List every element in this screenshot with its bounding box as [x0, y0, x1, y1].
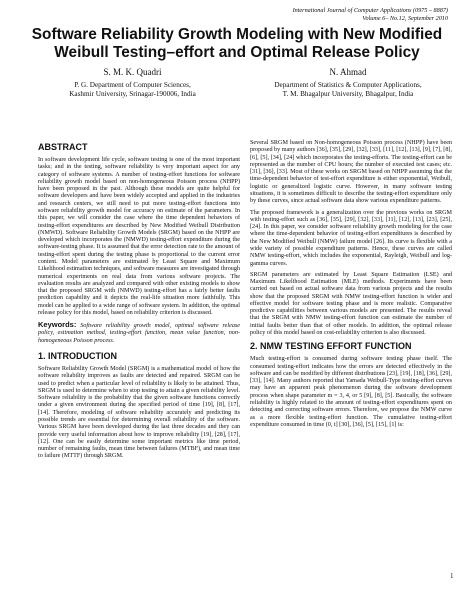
introduction-text: Software Reliability Growth Model (SRGM) is a mathematical model of how the software reliability improves as faults are detected and repaired. SRGM can be used to predict when a particular level of reliability is likely to be attained. Thus, SRGM is used to determine when to stop testing to attain a given reliability level. Software reliability is the probability that the given software functions correctly under a given environment during the specified period of time [19], [8], [17], [14]. Therefore, modeling of software reliability accurately and predicting its possible trends are essential for determining overall reliability of the software. Various SRGM have been developed during the last three decades and they can provide very useful information about how to improve reliability [19], [28], [17], [12]. One can be easily determine some important metrics like time period, number of remaining faults, mean time between failures (MTBF), and mean time to failure (MTTF) through SRGM. [38, 366, 240, 460]
journal-volume: Volume 6– No.12, September 2010 [362, 15, 448, 22]
journal-header [148, 7, 448, 23]
journal-name: International Journal of Computer Applications (0975 – 8887) [292, 7, 448, 14]
author-name-1: S. M. K. Quadri [103, 67, 162, 77]
author-dept-2: Department of Statistics & Computer Applications, [274, 81, 422, 89]
author-block-1 [40, 66, 225, 99]
left-column [38, 140, 240, 465]
section-2-heading: 2. NMW TESTING EFFORT FUNCTION [250, 341, 412, 352]
abstract-text: In software development life cycle, software testing is one of the most important tasks; and in the testing, software reliability is very important aspect for any category of software systems. A number of testing-effort functions for software reliability growth model based on non-homogeneous Poisson process (NHPP) have been proposed in the past. Although these models are quite helpful for software developers and have been widely accepted and applied in the industries and research centers, we still need to put more testing-effort functions into software reliability growth model for accuracy on estimate of the parameters. In this paper, we will consider the case where the time dependent behaviors of testing-effort expenditures are described by New Modified Weibull Distribution (NMWD). Software Reliability Growth Models (SRGM) based on the NHPP are developed which incorporates the (NMWD) testing-effort expenditure during the software-testing phase. It is assumed that the error detection rate to the amount of testing-effort spent during the testing phase is proportional to the current error content. Model parameters are estimated by Least Square and Maximum Likelihood estimation techniques, and software measures are investigated through numerical experiments on real data from various software projects. The evaluation results are analyzed and compared with other existing models to show that the proposed SRGM with (NMWD) testing-effort has a fairly better faults prediction capability and it depicts the real-life situation more faithfully. This model can be applied to a wide range of software system. In addition, the optimal release policy for this model, based on reliability criterion is discussed. [38, 157, 240, 316]
page-number: 1 [450, 572, 454, 580]
keywords [38, 321, 240, 345]
keywords-text: Software reliability growth model, optimal software release policy, estimation method, testing-effort function, mean value function, non-homogeneous Poisson process. [38, 323, 240, 344]
paper-title-line-2: Weibull Testing–effort and Optimal Release Policy [54, 44, 420, 61]
body-paragraph-1: Several SRGM based on Non-homogeneous Poisson process (NHPP) have been proposed by many authors [36], [35], [29], [32], [33], [11], [12], [13], [9], [7], [8], [6], [5], [34], [24] which incorporates the testing-efforts. The testing-effort can be represented as the number of CPU hours; the number of executed test cases; etc. [31], [36], [33]. Most of these works on SRGM based on NHPP assuming that the time-dependent behavior of test-effort expenditure is either exponential, Weibull, logistic or generalized logistic curve. However, in many software testing situations, it is sometimes difficult to describe the testing-effort expenditure only by these curves, since actual software data show various expenditure patterns. [250, 140, 452, 205]
author-affiliation-2: T. M. Bhagalpur University, Bhagalpur, India [282, 90, 414, 98]
paper-title-line-1: Software Reliability Growth Modeling with New Modified [31, 26, 443, 43]
author-block-2 [248, 66, 448, 99]
right-column [250, 140, 452, 433]
abstract-heading: ABSTRACT [38, 142, 88, 152]
keywords-label: Keywords: [38, 320, 77, 330]
body-paragraph-4: Much testing-effort is consumed during software testing phase itself. The consumed testing-effort indicates how the errors are detected effectively in the software and can be modified by different distributions [23], [19], [18], [36], [29], [33], [14]. Many authors reported that Yamada Weibull-Type testing-effort curves may have an apparent peak phenomenon during the software development process when shape parameter m = 3, 4, or 5 [9], [8], [5]. Basically, the software reliability is highly related to the amount of testing-effort expenditures spent on detecting and correcting software errors. Therefore, we propose the NMW curve as a more flexible testing-effort function. The cumulative testing-effort expenditure consumed in time (0, t] [30], [36], [5], [15], [1] is: [250, 356, 452, 428]
introduction-heading: 1. INTRODUCTION [38, 351, 118, 362]
body-paragraph-2: The proposed framework is a generalization over the previous works on SRGM with testing-effort such as [36], [35], [29], [32], [33], [11], [12], [13], [23], [25], [24]. In this paper, we consider software reliability growth modeling for the case where the time-dependent behavior of testing-effort expenditures is described by the New Modified Weibull (NMW) failure model [26]. Its curve is flexible with a wide variety of possible expenditure patterns. Hence, these curves are called NMW testing-effort, which includes the exponential, Rayleigh, Weibull and log-gamma curves. [250, 209, 452, 267]
body-paragraph-3: SRGM parameters are estimated by Least Square Estimation (LSE) and Maximum Likelihood Estimation (MLE) methods. Experiments have been carried out based on actual software data from various projects and the results show that the proposed SRGM with NMW testing-effort function is wider and effective model for software testing phase and is more realistic. Comparative predictive capabilities between various models are presented. The results reveal that the SRGM with NMW testing-effort function can estimate the number of initial faults better than that of other models. In addition, the optimal release policy of this model based on cost-reliability criterion is also discussed. [250, 271, 452, 337]
author-name-2: N. Ahmad [329, 67, 367, 77]
author-affiliation-1: Kashmir University, Srinagar-190006, India [69, 90, 196, 98]
paper-title [20, 26, 454, 62]
author-dept-1: P. G. Department of Computer Sciences, [74, 81, 191, 89]
